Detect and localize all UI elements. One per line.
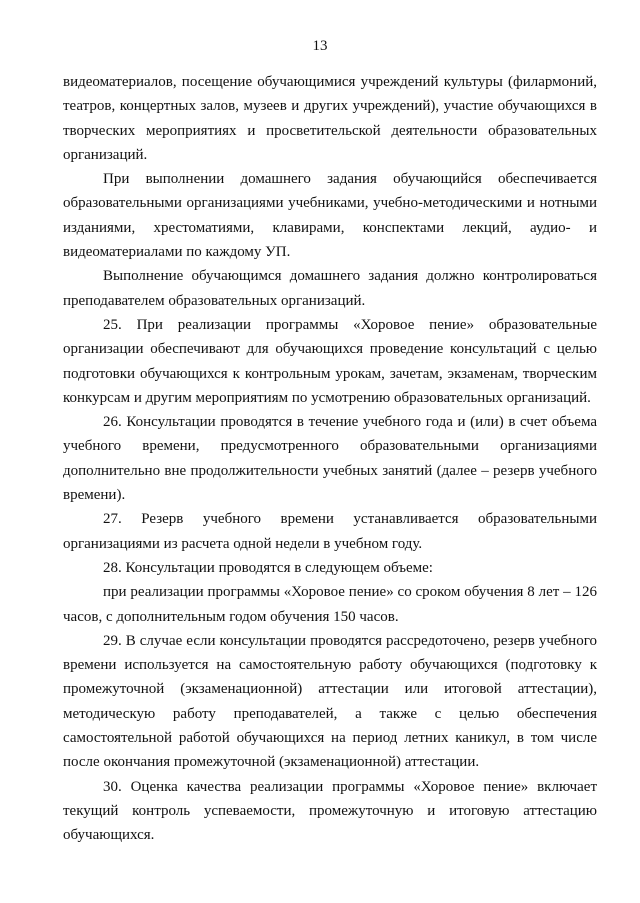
paragraph-26: 26. Консультации проводятся в течение учебного года и (или) в счет объема учебного времени, предусмотренного образовательными организациями дополнительно вне продолжительности учебных занятий (далее – резерв учебного времени).: [63, 414, 597, 504]
paragraph-28-detail: при реализации программы «Хоровое пение» со сроком обучения 8 лет – 126 часов, с дополнительным годом обучения 150 часов.: [63, 584, 597, 625]
paragraph-25: 25. При реализации программы «Хоровое пение» образовательные организации обеспечивают для обучающихся проведение консультаций с целью подготовки обучающихся к контрольным урокам, зачетам, экзаменам, творческим конкурсам и другим мероприятиям по усмотрению образовательных организаций.: [63, 316, 597, 406]
page-number: 13: [312, 38, 328, 54]
paragraph-homework-control: Выполнение обучающимся домашнего задания должно контролироваться преподавателем образовательных организаций.: [63, 268, 597, 309]
paragraph-continuation: видеоматериалов, посещение обучающимися учреждений культуры (филармоний, театров, концертных залов, музеев и других учреждений), участие обучающихся в творческих мероприятиях и просветительской деятельности образовательных организаций.: [63, 74, 597, 163]
paragraph-29: 29. В случае если консультации проводятся рассредоточено, резерв учебного времени используется на самостоятельную работу обучающихся (подготовку к промежуточной (экзаменационной) аттестации или итоговой аттестации), методическую работу преподавателей, а также с целью обеспечения самостоятельной работой обучающихся на период летних каникул, в том числе после окончания промежуточной (экзаменационной) аттестации.: [63, 632, 597, 771]
paragraph-30: 30. Оценка качества реализации программы «Хоровое пение» включает текущий контроль успеваемости, промежуточную и итоговую аттестацию обучающихся.: [63, 778, 597, 844]
document-body: [63, 70, 597, 848]
paragraph-27: 27. Резерв учебного времени устанавливается образовательными организациями из расчета одной недели в учебном году.: [63, 511, 597, 552]
paragraph-homework-materials: При выполнении домашнего задания обучающийся обеспечивается образовательными организациями учебниками, учебно-методическими и нотными изданиями, хрестоматиями, клавирами, конспектами лекций, аудио- и видеоматериалами по каждому УП.: [63, 171, 597, 261]
paragraph-28: 28. Консультации проводятся в следующем объеме:: [103, 559, 433, 576]
